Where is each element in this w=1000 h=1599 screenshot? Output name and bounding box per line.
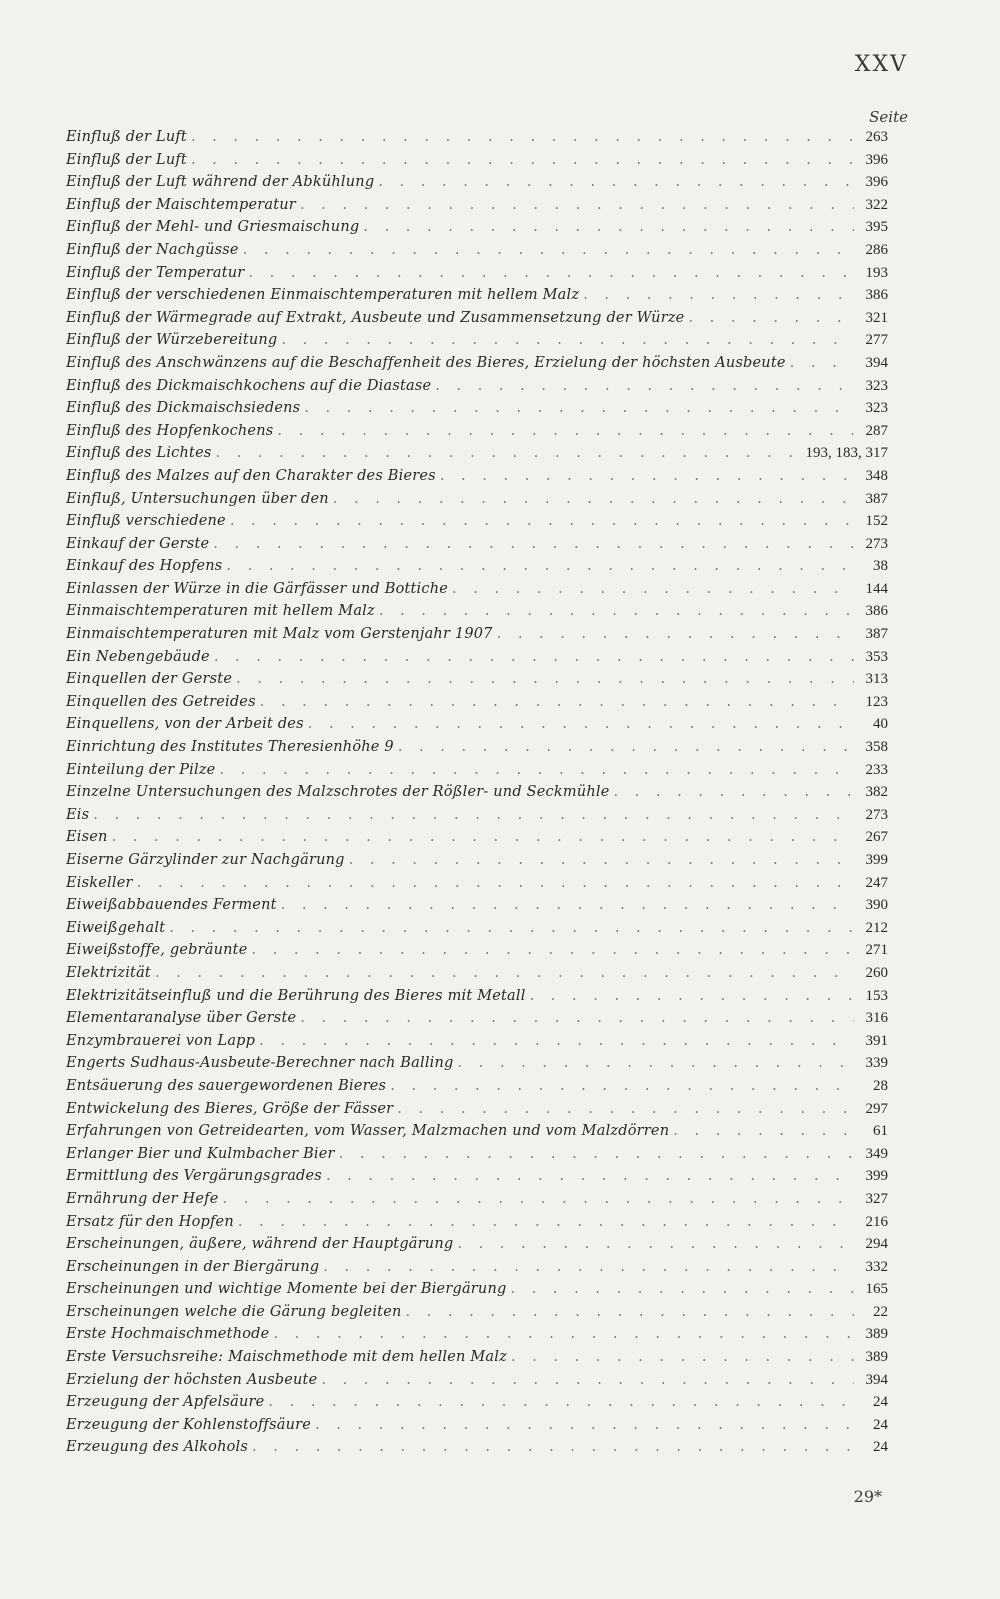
index-entry: [66, 1052, 888, 1075]
entry-term: Entsäuerung des sauergewordenen Bieres: [66, 1077, 387, 1094]
index-entry: [66, 646, 888, 669]
dot-leader: [214, 646, 854, 669]
entry-term: Einfluß der Nachgüsse: [66, 241, 239, 258]
entry-page-ref: 193: [865, 264, 888, 281]
index-entry: [66, 849, 888, 872]
entry-term: Einfluß des Dickmaischsiedens: [66, 400, 301, 417]
entry-page-ref: 348: [865, 467, 888, 484]
dot-leader: [248, 262, 854, 285]
dot-leader: [169, 917, 854, 940]
entry-term: Einfluß des Anschwänzens auf die Beschaffenheit des Bieres, Erzielung der höchsten Ausbeute: [66, 354, 786, 371]
entry-term: Ersatz für den Hopfen: [66, 1213, 234, 1230]
entry-page-ref: 277: [865, 332, 888, 349]
entry-page-ref: 313: [865, 671, 888, 688]
index-entry: [66, 713, 888, 736]
entry-page-ref: 316: [865, 1010, 888, 1027]
entry-term: Elektrizitätseinfluß und die Berührung des Bieres mit Metall: [66, 987, 526, 1004]
index-entry: [66, 510, 888, 533]
dot-leader: [230, 510, 854, 533]
entry-term: Elementaranalyse über Gerste: [66, 1010, 297, 1027]
entry-page-ref: 294: [865, 1236, 888, 1253]
column-heading: Seite: [869, 108, 908, 126]
dot-leader: [406, 1301, 854, 1324]
entry-page-ref: 260: [865, 964, 888, 981]
dot-leader: [339, 1143, 854, 1166]
dot-leader: [397, 1098, 854, 1121]
entry-term: Enzymbrauerei von Lapp: [66, 1032, 256, 1049]
entry-term: Engerts Sudhaus-Ausbeute-Berechner nach Balling: [66, 1055, 454, 1072]
index-entry: [66, 1211, 888, 1234]
index-entry: [66, 1188, 888, 1211]
dot-leader: [300, 1007, 854, 1030]
dot-leader: [219, 759, 854, 782]
dot-leader: [321, 1369, 854, 1392]
index-entry: [66, 578, 888, 601]
dot-leader: [688, 307, 854, 330]
entry-page-ref: 297: [865, 1100, 888, 1117]
index-entry: [66, 1143, 888, 1166]
index-entry: [66, 1414, 888, 1437]
index-entry: [66, 1346, 888, 1369]
entry-page-ref: 287: [865, 422, 888, 439]
entry-page-ref: 391: [865, 1032, 888, 1049]
entry-term: Erlanger Bier und Kulmbacher Bier: [66, 1145, 335, 1162]
dot-leader: [440, 465, 854, 488]
dot-leader: [268, 1391, 854, 1414]
entry-term: Einfluß der Luft: [66, 129, 187, 145]
entry-term: Einfluß des Dickmaischkochens auf die Diastase: [66, 377, 432, 394]
index-entry: [66, 488, 888, 511]
entry-page-ref: 165: [865, 1281, 888, 1298]
index-entry: [66, 1278, 888, 1301]
index-entry: [66, 284, 888, 307]
dot-leader: [273, 1323, 854, 1346]
index-entry: [66, 1007, 888, 1030]
index-entry: [66, 623, 888, 646]
dot-leader: [137, 872, 854, 895]
entry-page-ref: 396: [865, 174, 888, 191]
entry-page-ref: 349: [865, 1145, 888, 1162]
entry-page-ref: 390: [865, 897, 888, 914]
dot-leader: [213, 533, 854, 556]
entry-term: Einfluß der Wärmegrade auf Extrakt, Ausbeute und Zusammensetzung der Würze: [66, 309, 685, 326]
index-entry: [66, 465, 888, 488]
entry-page-ref: 273: [865, 535, 888, 552]
dot-leader: [614, 781, 854, 804]
entry-term: Ein Nebengebäude: [66, 648, 210, 665]
index-entry: [66, 691, 888, 714]
dot-leader: [497, 623, 854, 646]
entry-term: Erscheinungen, äußere, während der Hauptgärung: [66, 1236, 454, 1253]
entry-page-ref: 386: [865, 603, 888, 620]
dot-leader: [398, 736, 854, 759]
entry-term: Einlassen der Würze in die Gärfässer und Bottiche: [66, 580, 449, 597]
dot-leader: [223, 1188, 854, 1211]
dot-leader: [530, 985, 854, 1008]
index-entry: [66, 917, 888, 940]
index-entry: [66, 894, 888, 917]
entry-term: Eiweißabbauendes Ferment: [66, 897, 277, 914]
index-entry: [66, 126, 888, 149]
entry-page-ref: 286: [865, 241, 888, 258]
dot-leader: [458, 1052, 854, 1075]
entry-page-ref: 153: [865, 987, 888, 1004]
entry-term: Einfluß des Hopfenkochens: [66, 422, 274, 439]
index-entry: [66, 1233, 888, 1256]
entry-term: Einfluß der Luft während der Abkühlung: [66, 174, 375, 191]
index-entry: [66, 171, 888, 194]
sheet-signature: 29*: [853, 1487, 882, 1506]
entry-term: Einkauf des Hopfens: [66, 558, 223, 575]
entry-page-ref: 399: [865, 1168, 888, 1185]
dot-leader: [790, 352, 854, 375]
entry-term: Einteilung der Pilze: [66, 761, 216, 778]
entry-page-ref: 358: [865, 739, 888, 756]
index-entry: [66, 985, 888, 1008]
index-entry: [66, 826, 888, 849]
entry-page-ref: 40: [873, 716, 888, 733]
entry-term: Einfluß der Luft: [66, 151, 187, 168]
index-entry: [66, 962, 888, 985]
entry-term: Eiweißstoffe, gebräunte: [66, 942, 248, 959]
index-entry: [66, 329, 888, 352]
dot-leader: [333, 488, 854, 511]
dot-leader: [226, 555, 854, 578]
entry-page-ref: 387: [865, 490, 888, 507]
dot-leader: [673, 1120, 854, 1143]
entry-term: Einquellens, von der Arbeit des: [66, 716, 304, 733]
entry-page-ref: 28: [873, 1077, 888, 1094]
entry-page-ref: 389: [865, 1326, 888, 1343]
entry-term: Einfluß, Untersuchungen über den: [66, 490, 329, 507]
entry-page-ref: 22: [873, 1303, 888, 1320]
entry-term: Erscheinungen in der Biergärung: [66, 1258, 320, 1275]
entry-page-ref: 323: [865, 377, 888, 394]
entry-term: Eiskeller: [66, 874, 133, 891]
index-entry: [66, 1436, 888, 1459]
entry-page-ref: 332: [865, 1258, 888, 1275]
entry-term: Einmaischtemperaturen mit Malz vom Gerstenjahr 1907: [66, 626, 493, 643]
dot-leader: [308, 713, 854, 736]
entry-page-ref: 271: [865, 942, 888, 959]
index-entry: [66, 194, 888, 217]
entry-term: Ernährung der Hefe: [66, 1190, 219, 1207]
entry-term: Erste Versuchsreihe: Maischmethode mit dem hellen Malz: [66, 1349, 507, 1366]
entry-page-ref: 247: [865, 874, 888, 891]
entry-page-ref: 61: [873, 1123, 888, 1140]
dot-leader: [93, 804, 854, 827]
entry-page-ref: 395: [865, 219, 888, 236]
index-entry: [66, 1369, 888, 1392]
entry-term: Einfluß verschiedene: [66, 513, 226, 530]
entry-term: Einmaischtemperaturen mit hellem Malz: [66, 603, 375, 620]
entry-term: Erzeugung der Kohlenstoffsäure: [66, 1416, 312, 1433]
dot-leader: [435, 375, 854, 398]
entry-term: Entwickelung des Bieres, Größe der Fässer: [66, 1100, 394, 1117]
entry-term: Einfluß der Temperatur: [66, 264, 245, 281]
entry-term: Einfluß der Mehl- und Griesmaischung: [66, 219, 360, 236]
entry-page-ref: 382: [865, 784, 888, 801]
entry-page-ref: 152: [865, 513, 888, 530]
index-entry: [66, 939, 888, 962]
entry-term: Eiserne Gärzylinder zur Nachgärung: [66, 852, 345, 868]
dot-leader: [363, 216, 854, 239]
entry-page-ref: 387: [865, 626, 888, 643]
index-entry: [66, 736, 888, 759]
dot-leader: [315, 1414, 854, 1437]
entry-page-ref: 321: [865, 309, 888, 326]
index-entry: [66, 239, 888, 262]
index-entry: [66, 1120, 888, 1143]
dot-leader: [510, 1278, 854, 1301]
entry-page-ref: 24: [873, 1439, 888, 1456]
entry-term: Einfluß der Maischtemperatur: [66, 196, 296, 213]
index-entry: [66, 1391, 888, 1414]
index-entry: [66, 668, 888, 691]
entry-page-ref: 327: [865, 1190, 888, 1207]
index-entry: [66, 1030, 888, 1053]
index-entry: [66, 804, 888, 827]
entry-term: Eis: [66, 806, 90, 823]
entry-page-ref: 273: [865, 806, 888, 823]
dot-leader: [216, 442, 802, 465]
index-entry: [66, 1256, 888, 1279]
dot-leader: [378, 171, 854, 194]
entry-term: Einkauf der Gerste: [66, 535, 210, 552]
entry-term: Elektrizität: [66, 964, 151, 981]
index-entry: [66, 1301, 888, 1324]
entry-page-ref: 193, 183, 317: [805, 445, 888, 462]
index-entry: [66, 872, 888, 895]
entry-page-ref: 396: [865, 151, 888, 168]
entry-term: Erscheinungen und wichtige Momente bei der Biergärung: [66, 1281, 507, 1298]
index-entry: [66, 442, 888, 465]
dot-leader: [390, 1075, 854, 1098]
entry-page-ref: 323: [865, 400, 888, 417]
entry-page-ref: 339: [865, 1055, 888, 1072]
dot-leader: [252, 1436, 854, 1459]
index-entry: [66, 1323, 888, 1346]
index-entry: [66, 1075, 888, 1098]
index-entry: [66, 352, 888, 375]
dot-leader: [281, 894, 854, 917]
entry-page-ref: 216: [865, 1213, 888, 1230]
dot-leader: [155, 962, 854, 985]
entry-term: Einfluß des Malzes auf den Charakter des Bieres: [66, 467, 436, 484]
entry-term: Eisen: [66, 829, 108, 846]
dot-leader: [583, 284, 854, 307]
dot-leader: [243, 239, 854, 262]
entry-page-ref: 322: [865, 196, 888, 213]
dot-leader: [323, 1256, 854, 1279]
page-number: XXV: [854, 52, 908, 77]
entry-page-ref: 263: [865, 129, 888, 145]
dot-leader: [300, 194, 854, 217]
index-entry: [66, 781, 888, 804]
entry-term: Einfluß der Würzebereitung: [66, 332, 278, 349]
entry-term: Erfahrungen von Getreidearten, vom Wasser, Malzmachen und vom Malzdörren: [66, 1123, 670, 1140]
index-entry: [66, 759, 888, 782]
index-entry: [66, 533, 888, 556]
entry-page-ref: 267: [865, 829, 888, 846]
entry-term: Erzeugung des Alkohols: [66, 1439, 249, 1456]
index-entry: [66, 1098, 888, 1121]
entry-page-ref: 24: [873, 1416, 888, 1433]
dot-leader: [260, 691, 854, 714]
entry-term: Erscheinungen welche die Gärung begleiten: [66, 1303, 402, 1320]
dot-leader: [277, 420, 854, 443]
index-entry: [66, 375, 888, 398]
entry-page-ref: 212: [865, 919, 888, 936]
entry-term: Erzielung der höchsten Ausbeute: [66, 1371, 318, 1388]
entry-term: Ermittlung des Vergärungsgrades: [66, 1168, 322, 1185]
dot-leader: [379, 600, 854, 623]
entry-page-ref: 144: [865, 580, 888, 597]
index-entry: [66, 307, 888, 330]
entry-term: Einquellen der Gerste: [66, 671, 233, 688]
dot-leader: [191, 149, 854, 172]
index-entry: [66, 149, 888, 172]
entry-page-ref: 386: [865, 287, 888, 304]
dot-leader: [112, 826, 854, 849]
dot-leader: [259, 1030, 854, 1053]
dot-leader: [452, 578, 854, 601]
entry-page-ref: 353: [865, 648, 888, 665]
entry-page-ref: 24: [873, 1394, 888, 1411]
index-entry: [66, 397, 888, 420]
entry-page-ref: 394: [865, 1371, 888, 1388]
dot-leader: [236, 668, 854, 691]
dot-leader: [304, 397, 854, 420]
dot-leader: [349, 849, 854, 872]
entry-page-ref: 399: [865, 852, 888, 868]
entry-page-ref: 123: [865, 693, 888, 710]
dot-leader: [281, 329, 854, 352]
dot-leader: [238, 1211, 854, 1234]
entry-term: Einzelne Untersuchungen des Malzschrotes der Rößler- und Seckmühle: [66, 784, 610, 801]
dot-leader: [251, 939, 854, 962]
entry-term: Erste Hochmaischmethode: [66, 1326, 270, 1343]
index-entry: [66, 555, 888, 578]
dot-leader: [511, 1346, 854, 1369]
index-entry: [66, 420, 888, 443]
entry-term: Einrichtung des Institutes Theresienhöhe 9: [66, 739, 394, 756]
index-entries: [66, 126, 888, 1459]
dot-leader: [326, 1165, 854, 1188]
entry-term: Einquellen des Getreides: [66, 693, 256, 710]
entry-term: Eiweißgehalt: [66, 919, 166, 936]
dot-leader: [457, 1233, 854, 1256]
entry-term: Erzeugung der Apfelsäure: [66, 1394, 265, 1411]
entry-term: Einfluß der verschiedenen Einmaischtemperaturen mit hellem Malz: [66, 287, 580, 304]
index-entry: [66, 600, 888, 623]
entry-page-ref: 394: [865, 354, 888, 371]
entry-term: Einfluß des Lichtes: [66, 445, 212, 462]
dot-leader: [191, 126, 854, 149]
index-entry: [66, 216, 888, 239]
index-entry: [66, 262, 888, 285]
entry-page-ref: 233: [865, 761, 888, 778]
index-entry: [66, 1165, 888, 1188]
entry-page-ref: 389: [865, 1349, 888, 1366]
entry-page-ref: 38: [873, 558, 888, 575]
